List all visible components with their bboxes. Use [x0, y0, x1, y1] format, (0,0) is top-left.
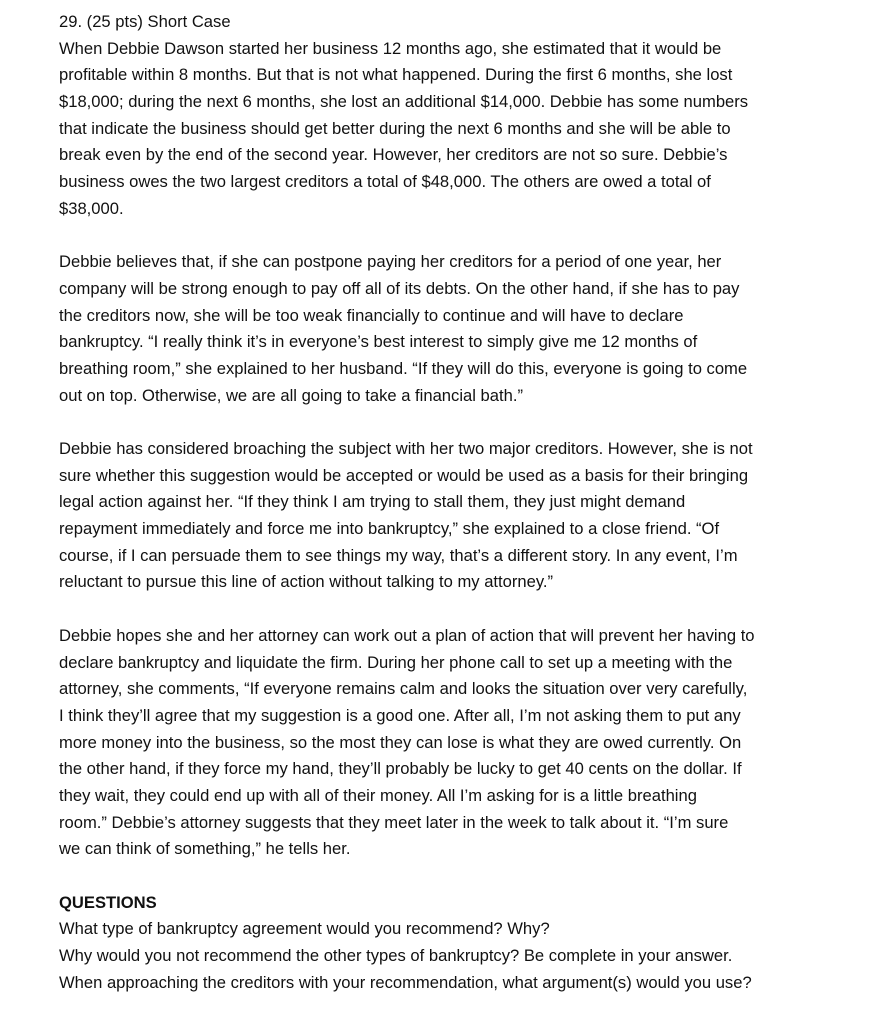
paragraph-line: attorney, she comments, “If everyone remains calm and looks the situation over very carefully,	[59, 679, 748, 699]
paragraph-line: they wait, they could end up with all of their money. All I’m asking for is a little breathing	[59, 785, 697, 805]
paragraph-line: that indicate the business should get better during the next 6 months and she will be able to	[59, 118, 731, 138]
paragraph-line: Debbie believes that, if she can postpone paying her creditors for a period of one year, her	[59, 252, 722, 272]
paragraph-line: Debbie has considered broaching the subject with her two major creditors. However, she is not	[59, 439, 753, 458]
paragraph-line: out on top. Otherwise, we are all going to take a financial bath.”	[59, 385, 523, 405]
paragraph-line: the creditors now, she will be too weak financially to continue and will have to declare	[59, 305, 684, 325]
paragraph-line: more money into the business, so the most they can lose is what they are owed currently. On	[59, 732, 742, 752]
paragraph-2	[59, 249, 859, 409]
paragraph-spacer	[59, 409, 859, 436]
paragraph-line: $38,000.	[59, 198, 124, 218]
question-item: Why would you not recommend the other types of bankruptcy? Be complete in your answer.	[59, 946, 733, 966]
paragraph-line: bankruptcy. “I really think it’s in everyone’s best interest to simply give me 12 months of	[59, 332, 698, 352]
paragraph-line: we can think of something,” he tells her.	[59, 839, 351, 859]
paragraph-line: breathing room,” she explained to her husband. “If they will do this, everyone is going to come	[59, 358, 748, 378]
paragraph-3	[59, 436, 859, 596]
paragraph-line: room.” Debbie’s attorney suggests that they meet later in the week to talk about it. “I’m sure	[59, 812, 729, 832]
paragraph-line: company will be strong enough to pay off all of its debts. On the other hand, if she has to pay	[59, 278, 740, 298]
paragraph-line: declare bankruptcy and liquidate the firm. During her phone call to set up a meeting with the	[59, 652, 733, 672]
paragraph-line: Debbie hopes she and her attorney can work out a plan of action that will prevent her having to	[59, 625, 755, 645]
paragraph-line: course, if I can persuade them to see things my way, that’s a different story. In any event, I’m	[59, 545, 738, 565]
paragraph-line: I think they’ll agree that my suggestion is a good one. After all, I’m not asking them to put any	[59, 705, 741, 725]
question-item: What type of bankruptcy agreement would you recommend? Why?	[59, 919, 550, 939]
paragraph-spacer	[59, 596, 859, 623]
paragraph-spacer	[59, 223, 859, 250]
question-item: When approaching the creditors with your recommendation, what argument(s) would you use?	[59, 972, 752, 992]
paragraph-line: the other hand, if they force my hand, they’ll probably be lucky to get 40 cents on the dollar. If	[59, 759, 742, 779]
paragraph-1	[59, 36, 859, 223]
paragraph-line: When Debbie Dawson started her business 12 months ago, she estimated that it would be	[59, 38, 722, 58]
paragraph-line: reluctant to pursue this line of action without talking to my attorney.”	[59, 572, 554, 592]
paragraph-line: business owes the two largest creditors a total of $48,000. The others are owed a total of	[59, 172, 711, 192]
paragraph-line: legal action against her. “If they think I am trying to stall them, they just might demand	[59, 492, 686, 512]
paragraph-4	[59, 623, 859, 863]
paragraph-line: profitable within 8 months. But that is not what happened. During the first 6 months, she lost	[59, 65, 733, 85]
document-page	[59, 9, 859, 996]
questions-heading: QUESTIONS	[59, 892, 157, 912]
questions-section	[59, 890, 859, 997]
paragraph-line: break even by the end of the second year. However, her creditors are not so sure. Debbie’s	[59, 145, 728, 165]
question-header: 29. (25 pts) Short Case	[59, 12, 231, 31]
paragraph-spacer	[59, 863, 859, 890]
paragraph-line: $18,000; during the next 6 months, she lost an additional $14,000. Debbie has some numbers	[59, 92, 749, 112]
paragraph-line: sure whether this suggestion would be accepted or would be used as a basis for their bringing	[59, 465, 749, 485]
paragraph-line: repayment immediately and force me into bankruptcy,” she explained to a close friend. “Of	[59, 519, 720, 539]
